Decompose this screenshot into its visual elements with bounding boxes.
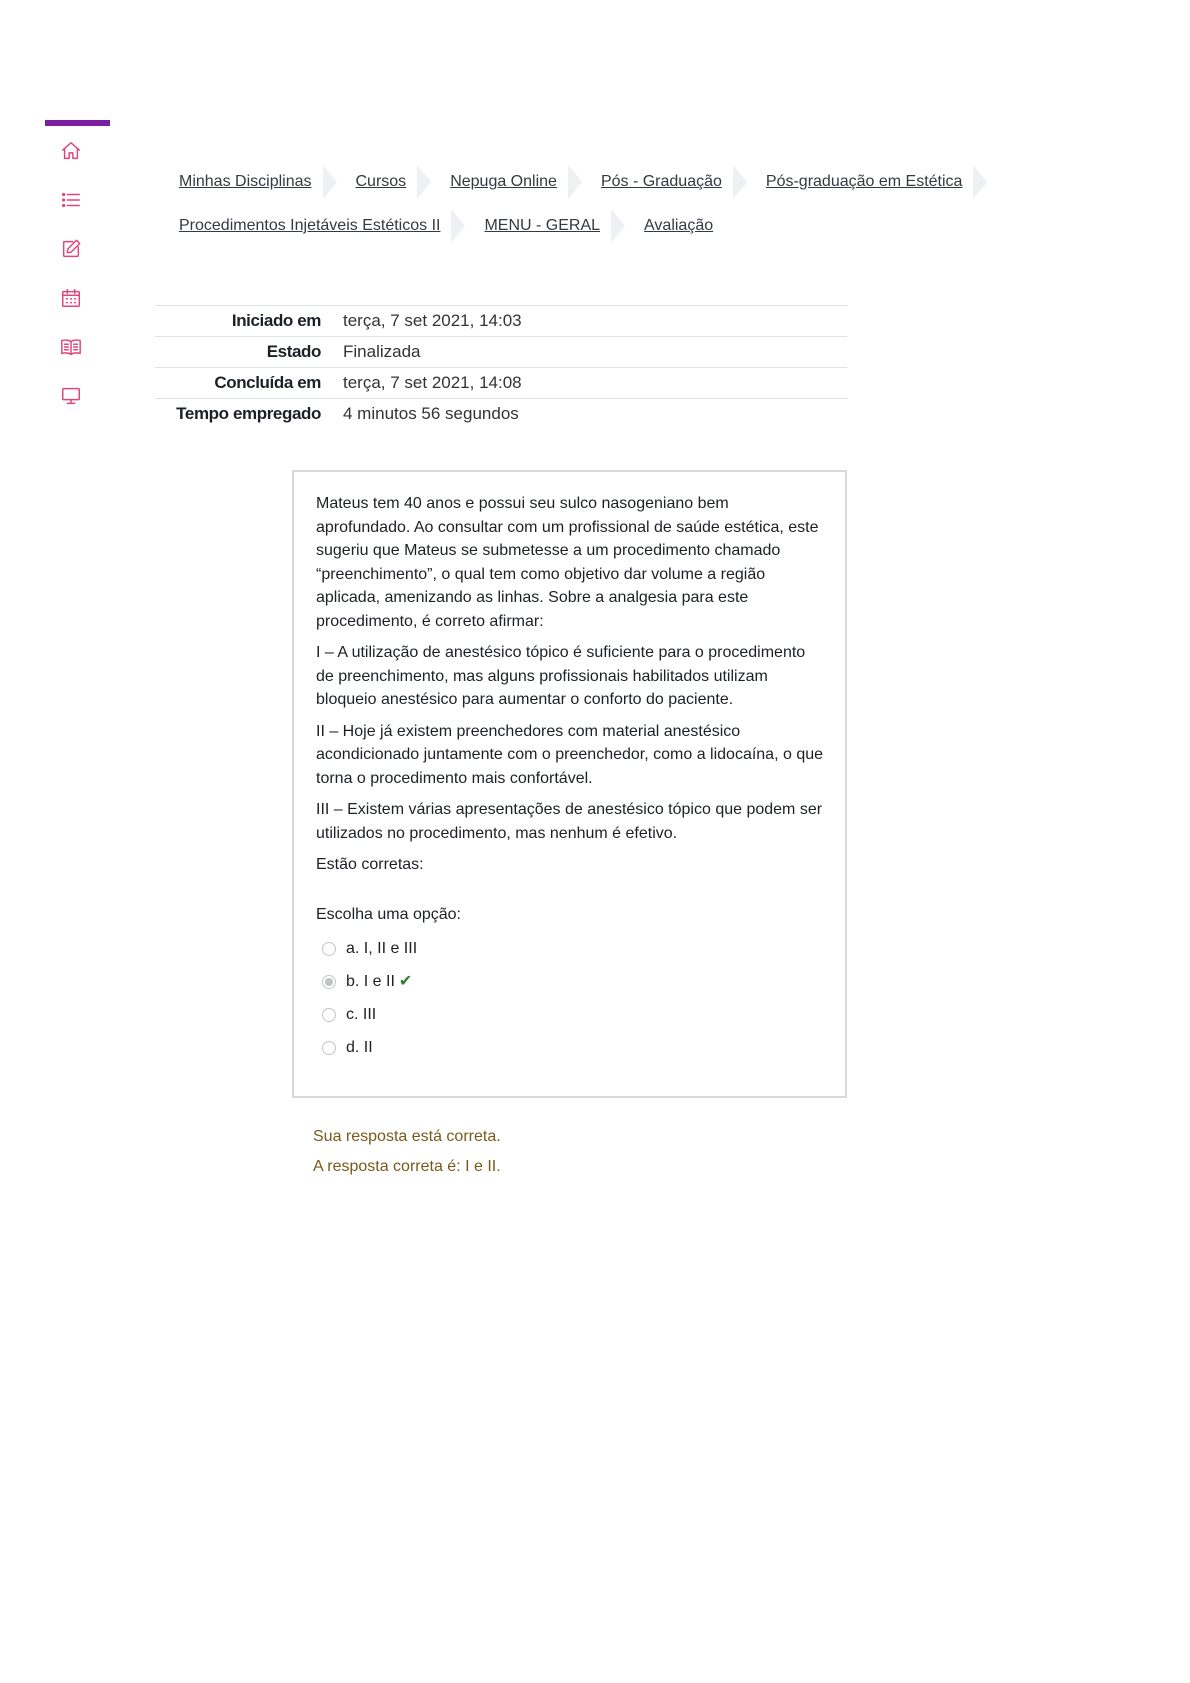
breadcrumb-link-cursos[interactable]: Cursos [355,173,407,190]
sidebar [58,138,98,432]
breadcrumb-row-1 [160,160,1060,204]
breadcrumb-link-menu-geral[interactable]: MENU - GERAL [484,217,601,234]
started-value: terça, 7 set 2021, 14:03 [343,311,522,330]
option-b[interactable] [316,965,825,998]
breadcrumb-link-pos-graduacao-estetica[interactable]: Pós-graduação em Estética [765,173,963,190]
option-d[interactable] [316,1031,825,1064]
breadcrumb-item [465,209,625,243]
breadcrumb-item [160,165,337,199]
radio-button-selected[interactable] [322,975,336,989]
option-label: a. I, II e III [346,939,418,957]
breadcrumb-item [582,165,747,199]
table-row [155,306,847,337]
breadcrumb-row-2 [160,204,1060,248]
breadcrumb-link-avaliacao[interactable]: Avaliação [644,217,714,234]
feedback-correct-answer: A resposta correta é: I e II. [313,1158,501,1175]
attempt-summary-table [155,305,847,429]
question-card [292,470,847,1098]
choice-prompt: Escolha uma opção: [316,905,461,923]
state-value: Finalizada [343,342,421,361]
option-label: b. I e II [346,972,395,990]
chevron-right-icon [733,165,747,199]
time-label: Tempo empregado [176,404,321,423]
radio-button[interactable] [322,1008,336,1022]
breadcrumb-item [431,165,582,199]
feedback-result: Sua resposta está correta. [313,1128,501,1145]
home-icon[interactable] [58,138,84,164]
option-c[interactable] [316,998,825,1031]
question-text: Mateus tem 40 anos e possui seu sulco nasogeniano bem aprofundado. Ao consultar com um profissional de saúde estética, este sugeriu que Mateus se submetesse a um procedimento chamado “preenchimento”, o qual tem como objetivo dar volume a região aplicada, amenizando as linhas. Sobre a analgesia para este procedimento, é correto afirmar: [316,495,819,630]
statement-2: II – Hoje já existem preenchedores com material anestésico acondicionado juntamente com o preenchedor, como a lidocaína, o que torna o procedimento mais confortável. [316,722,824,787]
statement-1: I – A utilização de anestésico tópico é suficiente para o procedimento de preenchimento, mas alguns profissionais habilitados utilizam bloqueio anestésico para aumentar o conforto do paciente. [316,644,806,708]
breadcrumb-link-minhas-disciplinas[interactable]: Minhas Disciplinas [179,173,312,190]
breadcrumb-item [160,209,465,243]
chevron-right-icon [973,165,987,199]
breadcrumb-link-procedimentos[interactable]: Procedimentos Injetáveis Estéticos II [179,217,441,234]
completed-label: Concluída em [214,373,321,392]
radio-button[interactable] [322,942,336,956]
option-label: c. III [346,1005,377,1023]
book-icon[interactable] [58,334,84,360]
completed-value: terça, 7 set 2021, 14:08 [343,373,522,392]
table-row [155,337,847,368]
state-label: Estado [266,342,321,361]
breadcrumb [160,160,1060,248]
edit-icon[interactable] [58,236,84,262]
option-a[interactable] [316,932,825,965]
started-label: Iniciado em [231,311,321,330]
breadcrumb-item [625,217,720,235]
breadcrumb-item [747,165,988,199]
list-icon[interactable] [58,187,84,213]
feedback [313,1128,501,1188]
calendar-icon[interactable] [58,285,84,311]
table-row [155,399,847,430]
breadcrumb-item [337,165,432,199]
table-row [155,368,847,399]
chevron-right-icon [323,165,337,199]
option-label: d. II [346,1038,373,1056]
chevron-right-icon [568,165,582,199]
monitor-icon[interactable] [58,383,84,409]
question-closing: Estão corretas: [316,856,424,873]
checkmark-icon: ✔ [398,972,413,990]
active-indicator-bar [45,120,110,126]
time-value: 4 minutos 56 segundos [343,404,519,423]
chevron-right-icon [611,209,625,243]
breadcrumb-link-nepuga-online[interactable]: Nepuga Online [450,173,557,190]
chevron-right-icon [451,209,465,243]
breadcrumb-link-pos-graduacao[interactable]: Pós - Graduação [600,173,722,190]
statement-3: III – Existem várias apresentações de anestésico tópico que podem ser utilizados no procedimento, mas nenhum é efetivo. [316,801,823,842]
radio-button[interactable] [322,1041,336,1055]
chevron-right-icon [417,165,431,199]
